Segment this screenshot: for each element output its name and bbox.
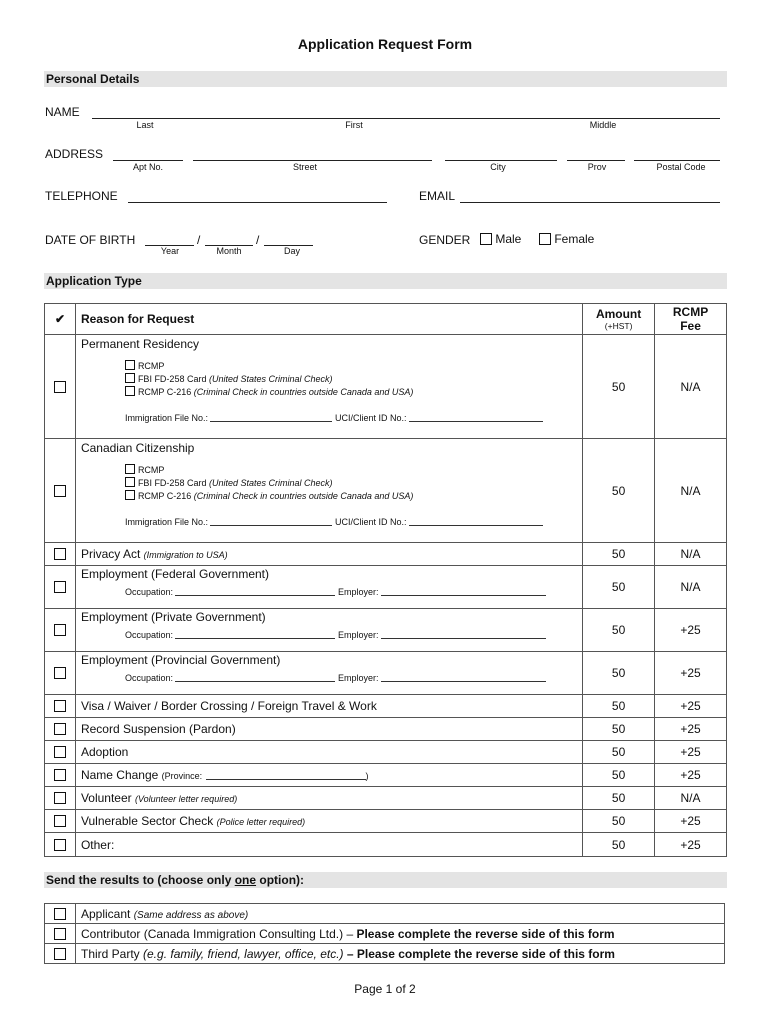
permanent-residency-checkbox[interactable] xyxy=(54,381,66,393)
occupation-label: Occupation: xyxy=(124,673,173,683)
city-field[interactable] xyxy=(445,160,557,161)
address-sub-postal: Postal Code xyxy=(656,162,706,172)
vulnerable-sector-checkbox[interactable] xyxy=(54,815,66,827)
rcmp-header-text: RCMP xyxy=(672,305,709,319)
street-field[interactable] xyxy=(193,160,432,161)
amount-header-text: Amount xyxy=(595,307,642,321)
cc-c216-option[interactable] xyxy=(125,490,582,503)
table-row-privacy-act xyxy=(45,543,727,566)
reason-label: Other: xyxy=(75,833,582,857)
applicant-checkbox[interactable] xyxy=(54,908,66,920)
name-sub-middle: Middle xyxy=(589,120,617,130)
amount-cell: 50 xyxy=(583,439,655,543)
send-header-pre: Send the results to (choose only xyxy=(46,873,235,887)
check-column-header: ✔ xyxy=(45,304,76,335)
telephone-label: TELEPHONE xyxy=(45,189,118,203)
fee-cell: +25 xyxy=(655,695,727,718)
fed-occupation-field[interactable] xyxy=(175,587,335,596)
send-header-post: option): xyxy=(256,873,305,887)
send-results-header xyxy=(44,872,727,888)
pr-rcmp-checkbox[interactable] xyxy=(125,360,135,370)
send-option-bold: – Please complete the reverse side of this form xyxy=(343,946,615,961)
dob-slash-1: / xyxy=(197,233,201,247)
employer-label: Employer: xyxy=(338,630,379,640)
fee-cell: +25 xyxy=(655,833,727,857)
reason-note: (Immigration to USA) xyxy=(143,550,228,560)
reason-label: Canadian Citizenship xyxy=(80,441,195,455)
send-option-contributor xyxy=(45,924,725,944)
reason-label: Employment (Federal Government) xyxy=(80,567,270,581)
amount-cell: 50 xyxy=(583,609,655,652)
employment-federal-checkbox[interactable] xyxy=(54,581,66,593)
pr-imm-file-field[interactable] xyxy=(210,413,332,422)
adoption-checkbox[interactable] xyxy=(54,746,66,758)
table-row-visa xyxy=(45,695,727,718)
personal-details-header: Personal Details xyxy=(44,71,727,87)
fee-cell: N/A xyxy=(655,543,727,566)
table-row-other xyxy=(45,833,727,857)
apt-field[interactable] xyxy=(113,160,183,161)
province-close: ) xyxy=(365,771,369,781)
pr-uci-field[interactable] xyxy=(409,413,543,422)
amount-header-sub: (+HST) xyxy=(604,321,633,331)
name-sub-last: Last xyxy=(136,120,154,130)
gender-female[interactable] xyxy=(539,232,594,246)
occupation-label: Occupation: xyxy=(124,587,173,597)
send-option-italic: (Same address as above) xyxy=(133,909,249,921)
amount-cell: 50 xyxy=(583,787,655,810)
employer-label: Employer: xyxy=(338,673,379,683)
occupation-label: Occupation: xyxy=(124,630,173,640)
table-row-employment-federal xyxy=(45,566,727,609)
send-option-text: Contributor (Canada Immigration Consulting Ltd.) – xyxy=(81,926,357,941)
send-option-applicant xyxy=(45,904,725,924)
cc-imm-file-field[interactable] xyxy=(210,517,332,526)
application-type-header: Application Type xyxy=(44,273,727,289)
name-label: NAME xyxy=(45,105,80,119)
contributor-checkbox[interactable] xyxy=(54,928,66,940)
address-sub-street: Street xyxy=(292,162,317,172)
rcmp-column-header xyxy=(655,304,727,335)
telephone-field[interactable] xyxy=(128,202,387,203)
fee-cell: +25 xyxy=(655,718,727,741)
fed-employer-field[interactable] xyxy=(381,587,546,596)
employer-label: Employer: xyxy=(338,587,379,597)
province-field[interactable] xyxy=(206,771,366,780)
amount-cell: 50 xyxy=(583,695,655,718)
male-checkbox[interactable] xyxy=(480,233,492,245)
fee-cell: N/A xyxy=(655,787,727,810)
option-note: (United States Criminal Check) xyxy=(208,374,333,384)
option-note: (United States Criminal Check) xyxy=(208,478,333,488)
option-label: FBI FD-258 Card xyxy=(137,478,209,488)
reason-label: Volunteer xyxy=(80,791,135,805)
send-option-text: Applicant xyxy=(81,906,134,921)
prov-field[interactable] xyxy=(567,160,625,161)
address-sub-prov: Prov xyxy=(587,162,607,172)
amount-cell: 50 xyxy=(583,718,655,741)
email-label: EMAIL xyxy=(419,189,456,203)
table-row-employment-provincial xyxy=(45,652,727,695)
table-row-record-suspension xyxy=(45,718,727,741)
dob-sub-day: Day xyxy=(283,246,300,256)
address-label: ADDRESS xyxy=(45,147,104,161)
send-header-one: one xyxy=(234,873,257,887)
address-sub-city: City xyxy=(490,162,506,172)
prov-employer-field[interactable] xyxy=(381,673,546,682)
table-row-volunteer xyxy=(45,787,727,810)
name-change-checkbox[interactable] xyxy=(54,769,66,781)
table-row-name-change xyxy=(45,764,727,787)
postal-field[interactable] xyxy=(634,160,720,161)
pr-c216-checkbox[interactable] xyxy=(125,386,135,396)
reason-column-header: Reason for Request xyxy=(75,304,582,335)
amount-cell: 50 xyxy=(583,810,655,833)
female-checkbox[interactable] xyxy=(539,233,551,245)
pr-c216-option[interactable] xyxy=(125,386,582,399)
imm-file-label: Immigration File No.: xyxy=(124,413,208,423)
name-field[interactable] xyxy=(92,118,720,119)
fee-header-text: Fee xyxy=(680,319,701,333)
send-option-third-party xyxy=(45,944,725,964)
pr-fbi-option[interactable] xyxy=(125,373,582,386)
reason-label: Permanent Residency xyxy=(80,337,199,351)
cc-c216-checkbox[interactable] xyxy=(125,490,135,500)
amount-column-header xyxy=(583,304,655,335)
option-note: (Criminal Check in countries outside Canada and USA) xyxy=(193,387,414,397)
dob-sub-year: Year xyxy=(160,246,180,256)
province-label: (Province: xyxy=(161,771,203,781)
cc-fbi-checkbox[interactable] xyxy=(125,477,135,487)
table-row-employment-private xyxy=(45,609,727,652)
employment-provincial-checkbox[interactable] xyxy=(54,667,66,679)
employment-private-checkbox[interactable] xyxy=(54,624,66,636)
dob-label: DATE OF BIRTH xyxy=(45,233,136,247)
send-option-text: Third Party xyxy=(81,946,144,961)
option-label: RCMP xyxy=(137,465,165,475)
reason-note: (Volunteer letter required) xyxy=(134,794,238,804)
amount-cell: 50 xyxy=(583,652,655,695)
fee-cell: N/A xyxy=(655,335,727,439)
reason-label: Record Suspension (Pardon) xyxy=(75,718,582,741)
send-results-table xyxy=(44,903,725,964)
cc-fbi-option[interactable] xyxy=(125,477,582,490)
amount-cell: 50 xyxy=(583,833,655,857)
send-option-bold: Please complete the reverse side of this form xyxy=(356,926,615,941)
reason-note: (Police letter required) xyxy=(216,817,306,827)
priv-employer-field[interactable] xyxy=(381,630,546,639)
reason-label: Adoption xyxy=(75,741,582,764)
table-row-permanent-residency xyxy=(45,335,727,439)
fee-cell: +25 xyxy=(655,652,727,695)
table-header-row xyxy=(45,304,727,335)
citizenship-checkbox[interactable] xyxy=(54,485,66,497)
male-label: Male xyxy=(495,232,522,246)
priv-occupation-field[interactable] xyxy=(175,630,335,639)
other-checkbox[interactable] xyxy=(54,839,66,851)
table-row-vulnerable-sector xyxy=(45,810,727,833)
send-option-italic: (e.g. family, friend, lawyer, office, etc.) xyxy=(143,946,344,961)
option-note: (Criminal Check in countries outside Canada and USA) xyxy=(193,491,414,501)
option-label: FBI FD-258 Card xyxy=(137,374,209,384)
email-field[interactable] xyxy=(460,202,720,203)
pr-fbi-checkbox[interactable] xyxy=(125,373,135,383)
imm-file-label: Immigration File No.: xyxy=(124,517,208,527)
reason-label: Privacy Act xyxy=(80,547,144,561)
option-label: RCMP C-216 xyxy=(137,387,194,397)
uci-label: UCI/Client ID No.: xyxy=(335,413,407,423)
gender-label: GENDER xyxy=(419,233,471,247)
fee-cell: +25 xyxy=(655,609,727,652)
reason-label: Name Change xyxy=(80,768,162,782)
reason-label: Employment (Provincial Government) xyxy=(80,653,281,667)
application-type-table xyxy=(44,303,727,857)
amount-cell: 50 xyxy=(583,566,655,609)
name-sub-first: First xyxy=(345,120,363,130)
uci-label: UCI/Client ID No.: xyxy=(335,517,407,527)
option-label: RCMP C-216 xyxy=(137,491,194,501)
fee-cell: +25 xyxy=(655,764,727,787)
fee-cell: +25 xyxy=(655,810,727,833)
volunteer-checkbox[interactable] xyxy=(54,792,66,804)
dob-sub-month: Month xyxy=(216,246,242,256)
gender-male[interactable] xyxy=(480,232,521,246)
reason-label: Visa / Waiver / Border Crossing / Foreign Travel & Work xyxy=(75,695,582,718)
reason-label: Employment (Private Government) xyxy=(80,610,266,624)
table-row-canadian-citizenship xyxy=(45,439,727,543)
fee-cell: +25 xyxy=(655,741,727,764)
fee-cell: N/A xyxy=(655,566,727,609)
form-title: Application Request Form xyxy=(297,36,473,52)
dob-slash-2: / xyxy=(256,233,260,247)
amount-cell: 50 xyxy=(583,335,655,439)
third-party-checkbox[interactable] xyxy=(54,948,66,960)
table-row-adoption xyxy=(45,741,727,764)
reason-label: Vulnerable Sector Check xyxy=(80,814,217,828)
address-sub-apt: Apt No. xyxy=(132,162,163,172)
cc-rcmp-checkbox[interactable] xyxy=(125,464,135,474)
amount-cell: 50 xyxy=(583,543,655,566)
fee-cell: N/A xyxy=(655,439,727,543)
visa-checkbox[interactable] xyxy=(54,700,66,712)
cc-rcmp-option[interactable] xyxy=(125,464,582,477)
cc-uci-field[interactable] xyxy=(409,517,543,526)
page-number: Page 1 of 2 xyxy=(354,982,416,996)
pr-rcmp-option[interactable] xyxy=(125,360,582,373)
female-label: Female xyxy=(554,232,595,246)
amount-cell: 50 xyxy=(583,764,655,787)
prov-occupation-field[interactable] xyxy=(175,673,335,682)
option-label: RCMP xyxy=(137,361,165,371)
record-suspension-checkbox[interactable] xyxy=(54,723,66,735)
privacy-act-checkbox[interactable] xyxy=(54,548,66,560)
amount-cell: 50 xyxy=(583,741,655,764)
